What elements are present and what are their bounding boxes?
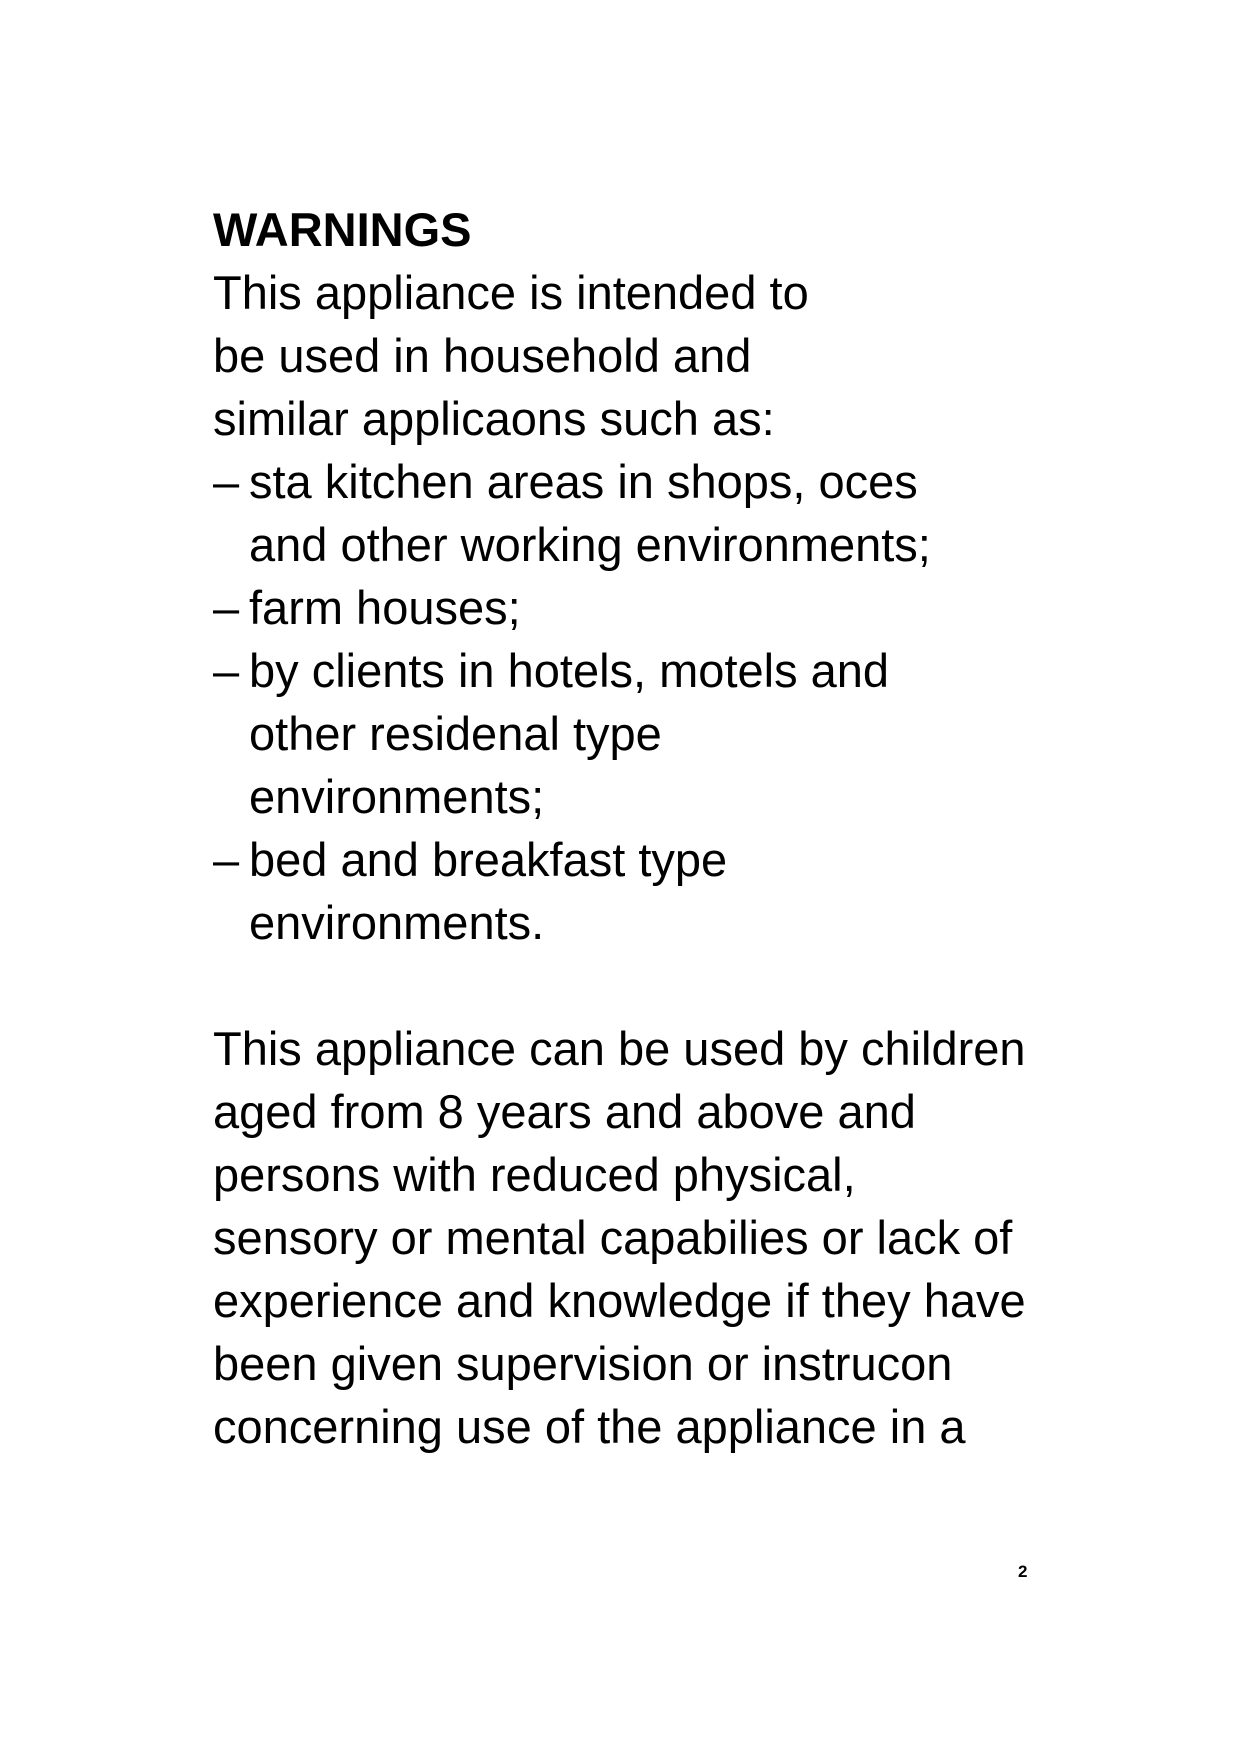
page-number: 2 — [1018, 1562, 1028, 1581]
list-item-text: sta kitchen areas in shops, oces and other working environments; — [249, 455, 931, 571]
dash-marker: – — [213, 455, 240, 508]
paragraph-spacer — [213, 954, 1093, 1017]
usage-list — [213, 450, 1093, 954]
warnings-heading: WARNINGS — [213, 203, 472, 256]
dash-marker: – — [213, 644, 240, 697]
list-item-text: by clients in hotels, motels and other residenal type environments; — [249, 644, 890, 823]
list-item — [213, 828, 819, 954]
second-paragraph: This appliance can be used by children aged from 8 years and above and persons with reduced physical, sensory or mental capabilies or lack of experience and knowledge if they have been given supervision or instrucon concerning use of the appliance in a — [213, 1022, 1026, 1453]
list-item-text: bed and breakfast type environments. — [249, 833, 728, 949]
dash-marker: – — [213, 581, 240, 634]
dash-marker: – — [213, 833, 240, 886]
page-content — [213, 198, 1093, 1458]
list-item — [213, 639, 949, 828]
list-item — [213, 450, 949, 576]
list-item — [213, 576, 1093, 639]
list-item-text: farm houses; — [249, 581, 521, 634]
intro-paragraph: This appliance is intended to be used in household and similar applicaons such as: — [213, 266, 809, 445]
